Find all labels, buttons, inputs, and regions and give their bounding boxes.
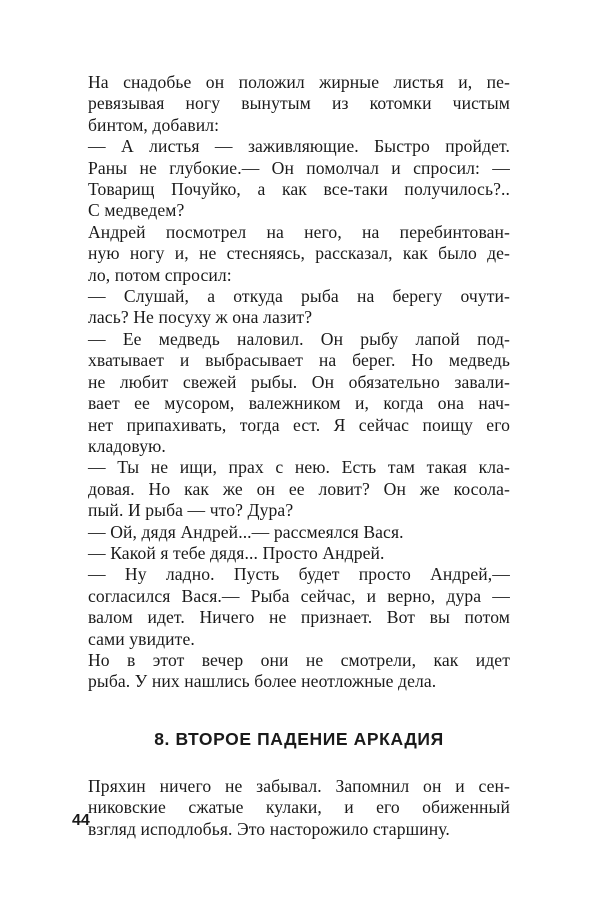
text-line: Андрей посмотрел на него, на перебинтован-: [88, 221, 510, 242]
text-line: — Какой я тебе дядя... Просто Андрей.: [88, 542, 385, 563]
text-block-bottom: [88, 776, 510, 840]
page-body: [88, 72, 510, 840]
chapter-heading: 8. ВТОРОЕ ПАДЕНИЕ АРКАДИЯ: [154, 728, 444, 749]
paragraph: [88, 329, 510, 457]
text-line: валом идет. Ничего не признает. Вот вы потом: [88, 607, 510, 628]
text-block-top: [88, 72, 510, 693]
text-line: Товарищ Почуйко, а как все-таки получилось?..: [88, 179, 510, 200]
text-line: довая. Но как же он ее ловит? Он же косола-: [88, 478, 510, 499]
text-line: не любит свежей рыбы. Он обязательно завали-: [88, 371, 510, 392]
text-line: согласился Вася.— Рыба сейчас, и верно, дура —: [88, 585, 510, 606]
text-line: рыба. У них нашлись более неотложные дела.: [88, 671, 437, 692]
text-line: Но в этот вечер они не смотрели, как идет: [88, 649, 510, 670]
paragraph: [88, 286, 510, 329]
text-line: — Ну ладно. Пусть будет просто Андрей,—: [88, 564, 510, 585]
text-line: хватывает и выбрасывает на берег. Но медведь: [88, 350, 510, 371]
text-line: взгляд исподлобья. Это насторожило старшину.: [88, 818, 450, 839]
text-line: ную ногу и, не стесняясь, рассказал, как было де-: [88, 243, 510, 264]
text-line: никовские сжатые кулаки, и его обиженный: [88, 797, 510, 818]
paragraph: [88, 136, 510, 222]
text-line: ло, потом спросил:: [88, 264, 232, 285]
text-line: — Слушай, а откуда рыба на берегу очути-: [88, 286, 510, 307]
text-line: нет припахивать, тогда ест. Я сейчас поищу его: [88, 414, 510, 435]
text-line: пый. И рыба — что? Дура?: [88, 500, 294, 521]
paragraph: [88, 457, 510, 521]
text-line: — Ты не ищи, прах с нею. Есть там такая кла-: [88, 457, 510, 478]
text-line: — Ее медведь наловил. Он рыбу лапой под-: [88, 328, 510, 349]
page-number: 44: [72, 812, 90, 829]
text-line: На снадобье он положил жирные листья и, пе-: [88, 72, 510, 92]
paragraph: [88, 222, 510, 286]
text-line: Раны не глубокие.— Он помолчал и спросил: —: [88, 157, 510, 178]
paragraph: [88, 564, 510, 650]
paragraph: [88, 650, 510, 693]
text-line: ревязывая ногу вынутым из котомки чистым: [88, 93, 510, 114]
text-line: лась? Не посуху ж она лазит?: [88, 307, 313, 328]
text-line: С медведем?: [88, 200, 185, 221]
text-line: — Ой, дядя Андрей...— рассмеялся Вася.: [88, 521, 404, 542]
text-line: вает ее мусором, валежником и, когда она нач-: [88, 393, 510, 414]
paragraph: [88, 776, 510, 840]
text-line: кладовую.: [88, 435, 166, 456]
text-line: — А листья — заживляющие. Быстро пройдет.: [88, 136, 510, 157]
text-line: Пряхин ничего не забывал. Запомнил он и сен-: [88, 775, 510, 796]
paragraph: [88, 522, 510, 543]
text-line: бинтом, добавил:: [88, 114, 220, 135]
paragraph: [88, 72, 510, 136]
paragraph: [88, 543, 510, 564]
text-line: сами увидите.: [88, 628, 195, 649]
